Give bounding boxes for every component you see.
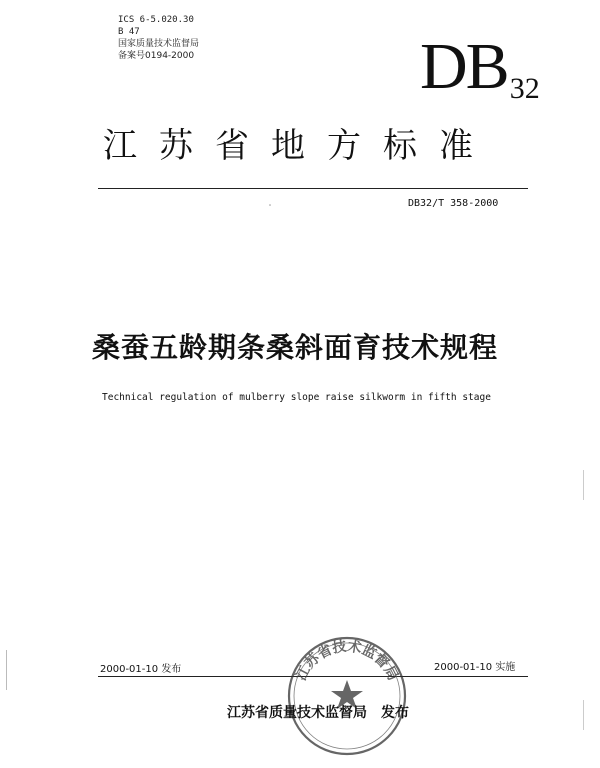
db-logo-subscript: 32	[509, 72, 540, 105]
record-number: 0194-2000	[145, 51, 195, 61]
implementation-date: 2000-01-10	[434, 662, 493, 673]
document-title-english: Technical regulation of mulberry slope raise silkworm in fifth stage	[102, 392, 491, 403]
issuer-label: 发布	[381, 705, 409, 721]
standard-code: DB32/T 358-2000	[408, 198, 499, 209]
db-logo-main: DB	[420, 30, 508, 103]
standard-type-heading: 江苏省地方标准	[103, 126, 495, 166]
issue-label: 发布	[161, 664, 182, 675]
issuing-organization: 国家质量技术监督局	[118, 39, 200, 49]
document-title-chinese: 桑蚕五龄期条桑斜面育技术规程	[92, 331, 499, 364]
category-code: B 47	[118, 27, 140, 37]
seal-text: 江苏省技术监督局	[293, 638, 401, 684]
record-label: 备案号	[118, 51, 146, 61]
ics-code: ICS 6-5.020.30	[118, 15, 194, 25]
issue-date: 2000-01-10	[100, 664, 159, 675]
issuer-name: 江苏省质量技术监督局	[227, 705, 367, 721]
implementation-label: 实施	[495, 662, 516, 673]
